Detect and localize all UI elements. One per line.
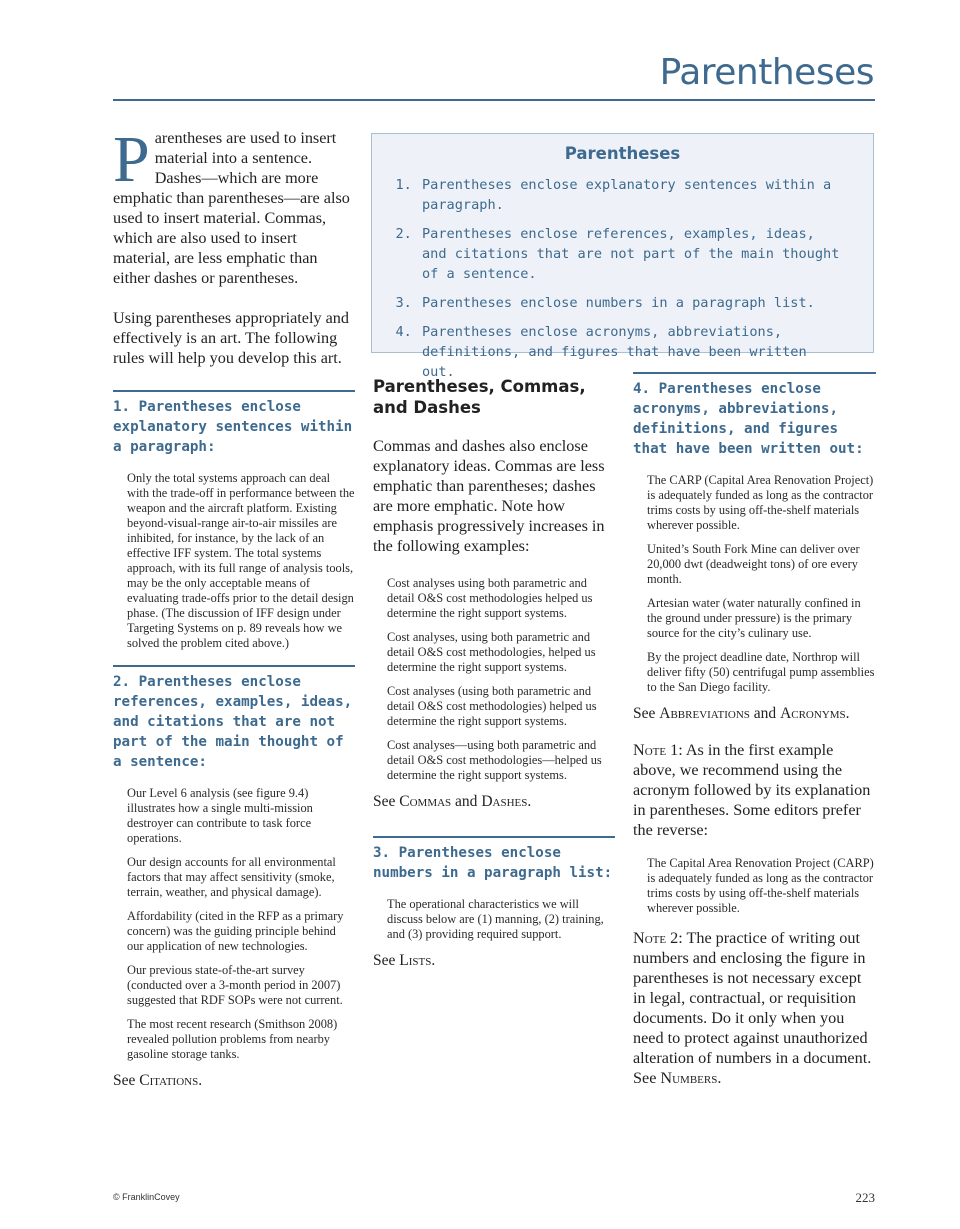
intro-paragraph-2: Using parentheses appropriately and effectively is an art. The following rules will help you develop this art. — [113, 309, 349, 367]
note-1 — [633, 740, 876, 840]
see-prefix: See — [373, 952, 400, 969]
note-2-suffix: . — [717, 1069, 722, 1087]
drop-cap: P — [113, 123, 150, 196]
right-column — [633, 372, 876, 1104]
rule-3-see-also — [373, 951, 615, 971]
rule-4-example-2: United’s South Fork Mine can deliver over 20,000 dwt (deadweight tons) of ore every month. — [647, 542, 860, 586]
see-citations-link[interactable]: Citations — [139, 1072, 199, 1089]
rule-1-example: Only the total systems approach can deal with the trade-off in performance between the weapon and the aircraft platform. Existing beyond-visual-range air-to-air missiles are inhibited, for instance, by the lack of an effective IFF system. The total systems approach, with its full range of analysis tools, may be the only acceptable means of evaluating trade-offs prior to the detail design phase. (The discussion of IFF design under Targeting Systems on p. 89 reveals how we solved the problem cited above.) — [127, 471, 355, 650]
see-dashes-link[interactable]: Dashes — [481, 793, 528, 810]
middle-column — [373, 372, 615, 971]
rule-3-heading: 3. Parentheses enclose numbers in a paragraph list: — [373, 836, 615, 883]
note-2-text: : The practice of writing out numbers and enclosing the figure in parentheses is not necessary except in legal, contractual, or requisition documents. Do it only when you need to protect against unauthorized alteration of numbers in a document. See — [633, 929, 872, 1087]
rule-2-example-5: The most recent research (Smithson 2008) revealed pollution problems from nearby gasoline storage tanks. — [127, 1017, 338, 1061]
page-title: Parentheses — [659, 52, 874, 93]
rule-4-see-also — [633, 704, 876, 724]
see-prefix: See — [633, 705, 660, 722]
see-acronyms-link[interactable]: Acronyms — [780, 705, 846, 722]
summary-item-1: 1. Parentheses enclose explanatory sentences within a paragraph. — [420, 175, 843, 215]
summary-box — [371, 133, 874, 380]
rule-1-heading: 1. Parentheses enclose explanatory sentences within a paragraph: — [113, 390, 355, 457]
see-suffix: . — [431, 952, 436, 969]
rule-3-example: The operational characteristics we will discuss below are (1) manning, (2) training, and (3) providing required support. — [387, 897, 604, 941]
summary-list — [372, 175, 873, 382]
commas-section-heading: Parentheses, Commas, and Dashes — [373, 377, 586, 417]
summary-item-4: 4. Parentheses enclose acronyms, abbreviations, definitions, and figures that have been written out. — [420, 322, 843, 382]
intro-text: arentheses are used to insert material into a sentence. Dashes—which are more emphatic than parentheses—are also used to insert material. Commas, which are also used to insert material, are less emphatic than either dashes or parentheses. — [113, 129, 350, 287]
summary-item-3: 3. Parentheses enclose numbers in a paragraph list. — [420, 293, 843, 313]
summary-item-2: 2. Parentheses enclose references, examples, ideas, and citations that are not part of the main thought of a sentence. — [420, 224, 843, 284]
see-suffix: . — [198, 1072, 203, 1089]
rule-2-see-also — [113, 1071, 355, 1091]
see-prefix: See — [373, 793, 400, 810]
rule-2-example-4: Our previous state-of-the-art survey (conducted over a 3-month period in 2007) suggested that RDF SOPs were not current. — [127, 963, 343, 1007]
see-suffix: . — [527, 793, 532, 810]
commas-see-also — [373, 792, 615, 812]
rule-4-example-3: Artesian water (water naturally confined in the ground under pressure) is the primary source for the city’s culinary use. — [647, 596, 861, 640]
rule-4-heading: 4. Parentheses enclose acronyms, abbreviations, definitions, and figures that have been written out: — [633, 372, 876, 459]
commas-example-3: Cost analyses (using both parametric and detail O&S cost methodologies) helped us determine the right support systems. — [387, 684, 597, 728]
left-column — [113, 123, 355, 1091]
summary-box-title: Parentheses — [564, 144, 681, 163]
page-number: 223 — [855, 1190, 875, 1205]
rule-2-example-2: Our design accounts for all environmental factors that may affect sensitivity (smoke, terrain, weather, and physical damage). — [127, 855, 336, 899]
commas-example-2: Cost analyses, using both parametric and detail O&S cost methodologies, helped us determine the right support systems. — [387, 630, 596, 674]
see-lists-link[interactable]: Lists — [399, 952, 432, 969]
rule-4-example-1: The CARP (Capital Area Renovation Project) is adequately funded as long as the contractor trims costs by using off-the-shelf materials wherever possible. — [647, 473, 874, 532]
intro-paragraph — [113, 123, 355, 288]
commas-example-4: Cost analyses—using both parametric and detail O&S cost methodologies—helped us determine the right support systems. — [387, 738, 602, 782]
commas-section-body: Commas and dashes also enclose explanatory ideas. Commas are less emphatic than parentheses; dashes are more emphatic. Note how emphasis progressively increases in the following examples: — [373, 437, 605, 555]
see-suffix: . — [845, 705, 850, 722]
rule-2-heading: 2. Parentheses enclose references, examples, ideas, and citations that are not part of the main thought of a sentence: — [113, 665, 355, 772]
commas-example-1: Cost analyses using both parametric and detail O&S cost methodologies helped us determine the right support systems. — [387, 576, 593, 620]
see-and: and — [451, 793, 482, 810]
see-abbreviations-link[interactable]: Abbreviations — [659, 705, 750, 722]
rule-4-example-4: By the project deadline date, Northrop will deliver fifty (50) centrifugal pump assemblies to the San Diego facility. — [647, 650, 875, 694]
note-2-label: Note 2 — [633, 929, 679, 947]
note-1-text: : As in the first example above, we recommend using the acronym followed by its explanation in parentheses. Some editors prefer the reverse: — [633, 741, 871, 839]
see-numbers-link[interactable]: Numbers — [660, 1069, 718, 1087]
note-1-example: The Capital Area Renovation Project (CARP) is adequately funded as long as the contractor trims costs by using off-the-shelf materials wherever possible. — [647, 856, 874, 915]
see-and: and — [749, 705, 781, 722]
see-commas-link[interactable]: Commas — [399, 793, 452, 810]
rule-2-example-3: Affordability (cited in the RFP as a primary concern) was the guiding principle behind our application of new technologies. — [127, 909, 344, 953]
rule-2-example-1: Our Level 6 analysis (see figure 9.4) illustrates how a single multi-mission destroyer can contribute to task force operations. — [127, 786, 313, 845]
note-1-label: Note 1 — [633, 741, 679, 759]
title-rule — [113, 99, 875, 101]
footer-copyright: © FranklinCovey — [113, 1192, 180, 1202]
see-prefix: See — [113, 1072, 140, 1089]
note-2 — [633, 928, 876, 1088]
